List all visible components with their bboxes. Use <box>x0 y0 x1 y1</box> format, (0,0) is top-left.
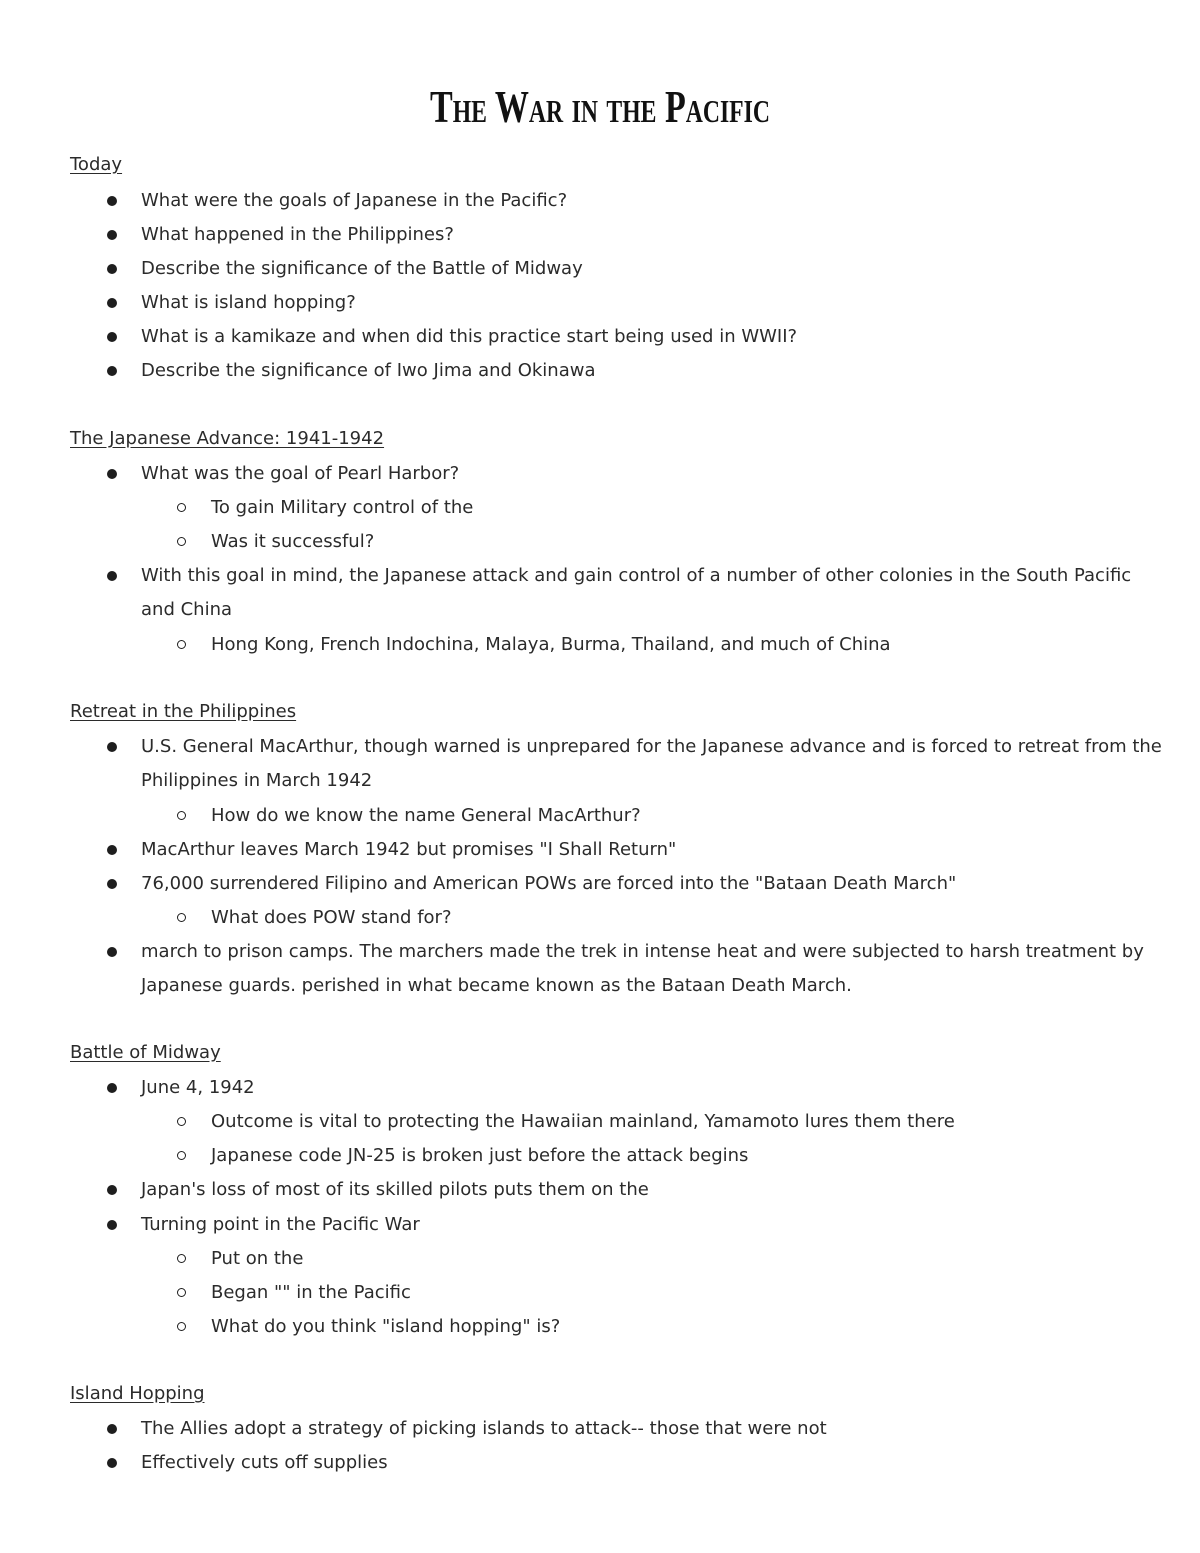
bullet-icon <box>107 298 117 308</box>
bullet-icon <box>107 469 117 479</box>
list-item-continuation: Philippines in March 1942 <box>141 770 373 791</box>
list-item: What is island hopping? <box>141 292 356 313</box>
sub-list-item: Was it successful? <box>211 531 375 552</box>
bullet-icon <box>107 1458 117 1468</box>
sub-bullet-icon <box>177 503 186 512</box>
list-item: Japan's loss of most of its skilled pilots puts them on the <box>141 1179 649 1200</box>
list-item: With this goal in mind, the Japanese attack and gain control of a number of other colonies in the South Pacific <box>141 565 1132 586</box>
list-item: MacArthur leaves March 1942 but promises "I Shall Return" <box>141 839 677 860</box>
section-heading-advance: The Japanese Advance: 1941-1942 <box>70 428 385 449</box>
list-item-continuation: Japanese guards. perished in what became known as the Bataan Death March. <box>141 975 852 996</box>
list-item-continuation: and China <box>141 599 233 620</box>
sub-list-item: Hong Kong, French Indochina, Malaya, Burma, Thailand, and much of China <box>211 634 891 655</box>
sub-list-item: What does POW stand for? <box>211 907 452 928</box>
list-item: march to prison camps. The marchers made the trek in intense heat and were subjected to harsh treatment by <box>141 941 1144 962</box>
sub-bullet-icon <box>177 1254 186 1263</box>
document-title: The War in the Pacific <box>430 81 770 132</box>
list-item: What happened in the Philippines? <box>141 224 454 245</box>
bullet-icon <box>107 264 117 274</box>
list-item: What is a kamikaze and when did this practice start being used in WWII? <box>141 326 798 347</box>
section-heading-hopping: Island Hopping <box>70 1383 205 1404</box>
list-item: U.S. General MacArthur, though warned is unprepared for the Japanese advance and is forced to retreat from the <box>141 736 1162 757</box>
list-item: What was the goal of Pearl Harbor? <box>141 463 460 484</box>
list-item: Turning point in the Pacific War <box>141 1214 420 1235</box>
list-item: Describe the significance of the Battle of Midway <box>141 258 583 279</box>
bullet-icon <box>107 332 117 342</box>
list-item: Effectively cuts off supplies <box>141 1452 388 1473</box>
sub-list-item: Japanese code JN-25 is broken just before the attack begins <box>211 1145 749 1166</box>
bullet-icon <box>107 230 117 240</box>
bullet-icon <box>107 1424 117 1434</box>
sub-list-item: What do you think "island hopping" is? <box>211 1316 561 1337</box>
sub-bullet-icon <box>177 640 186 649</box>
bullet-icon <box>107 571 117 581</box>
bullet-icon <box>107 1220 117 1230</box>
sub-list-item: Outcome is vital to protecting the Hawaiian mainland, Yamamoto lures them there <box>211 1111 955 1132</box>
sub-bullet-icon <box>177 811 186 820</box>
list-item: What were the goals of Japanese in the Pacific? <box>141 190 568 211</box>
bullet-icon <box>107 845 117 855</box>
sub-bullet-icon <box>177 913 186 922</box>
bullet-icon <box>107 879 117 889</box>
bullet-icon <box>107 1083 117 1093</box>
bullet-icon <box>107 1185 117 1195</box>
bullet-icon <box>107 196 117 206</box>
sub-list-item: Put on the <box>211 1248 304 1269</box>
list-item: Describe the significance of Iwo Jima and Okinawa <box>141 360 596 381</box>
sub-bullet-icon <box>177 1322 186 1331</box>
bullet-icon <box>107 366 117 376</box>
sub-list-item: How do we know the name General MacArthur? <box>211 805 641 826</box>
sub-list-item: Began "" in the Pacific <box>211 1282 411 1303</box>
section-heading-midway: Battle of Midway <box>70 1042 221 1063</box>
section-heading-today: Today <box>70 154 123 175</box>
list-item: June 4, 1942 <box>141 1077 255 1098</box>
bullet-icon <box>107 947 117 957</box>
sub-bullet-icon <box>177 1151 186 1160</box>
section-heading-retreat: Retreat in the Philippines <box>70 701 297 722</box>
sub-list-item: To gain Military control of the <box>211 497 474 518</box>
list-item: 76,000 surrendered Filipino and American POWs are forced into the "Bataan Death March" <box>141 873 957 894</box>
sub-bullet-icon <box>177 1117 186 1126</box>
sub-bullet-icon <box>177 1288 186 1297</box>
sub-bullet-icon <box>177 537 186 546</box>
list-item: The Allies adopt a strategy of picking islands to attack-- those that were not <box>141 1418 827 1439</box>
bullet-icon <box>107 742 117 752</box>
